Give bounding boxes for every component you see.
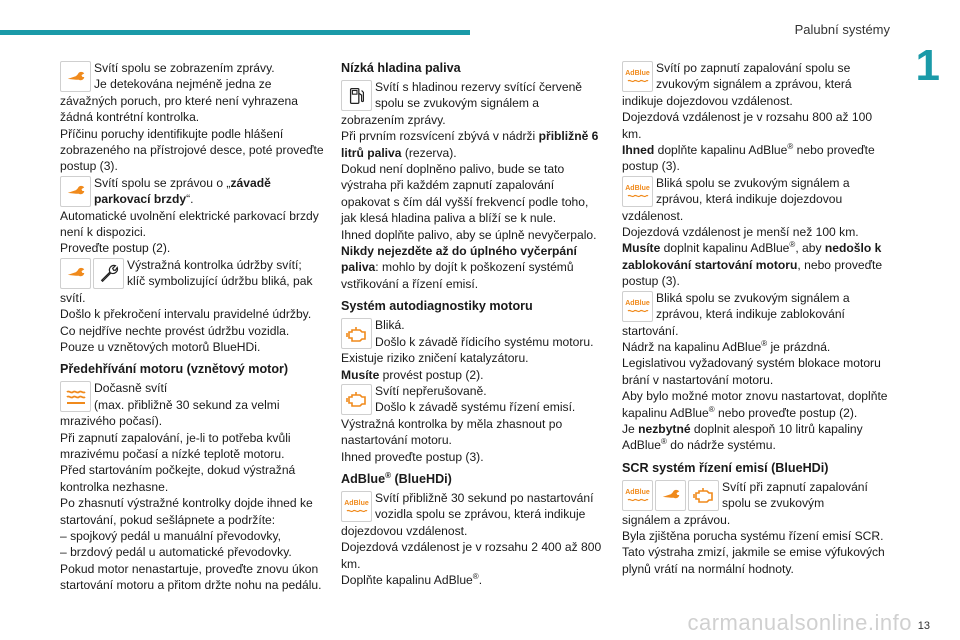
page-number: 13 — [917, 620, 930, 632]
text-line: zvukovým signálem a zprávou, která — [656, 77, 852, 92]
paragraph: signálem a zprávou. Byla zjištěna porucha systému řízení emisí SCR. Tato výstraha zmizí, jakmile se emise výfukových plynů vrátí na normální hodnoty. — [622, 512, 885, 576]
text-line: Bliká spolu se zvukovým signálem a — [656, 290, 850, 305]
text-run: doplnit alespoň 10 litrů kapaliny AdBlue — [622, 421, 863, 453]
paragraph: Existuje riziko zničení katalyzátoru. — [341, 351, 529, 366]
paragraph: Výstražná kontrolka by měla zhasnout po nastartování motoru. Ihned proveďte postup (3). — [341, 416, 563, 464]
paragraph: indikuje dojezdovou vzdálenost. Dojezdová vzdálenost je v rozsahu 800 až 100 km. — [622, 93, 873, 141]
fuel-pump-icon — [341, 80, 372, 111]
text-run: nebo proveďte postup (2). Je — [622, 405, 858, 436]
adblue-icon-label: AdBlue — [344, 499, 369, 507]
text-run: (rezerva). Dokud není doplněno palivo, bude se tato výstraha při každém zapnutí zapalování opakovat s čím dál vyšší frekvencí podle toho, jak klesá hladina paliva a blíží se k nule. Ihned doplňte palivo, aby se úplně nevyčerpalo. — [341, 145, 597, 242]
heading-adblue — [341, 471, 606, 487]
adblue-icon-label: AdBlue — [625, 184, 650, 192]
text-run: . — [478, 572, 483, 587]
text-line: Svítí s hladinou rezervy svítící červeně — [375, 80, 583, 94]
paragraph: Automatické uvolnění elektrické parkovací brzdy není k dispozici. Proveďte postup (2). — [60, 208, 319, 256]
wrench-icon — [655, 480, 686, 511]
entry-low-fuel — [341, 79, 606, 292]
text-line: Došlo k závadě systému řízení emisí. — [375, 400, 576, 415]
text-line: Svítí při zapnutí zapalování — [722, 479, 868, 494]
section-title: Palubní systémy — [794, 22, 890, 37]
bold-text: nezbytné — [638, 421, 691, 436]
adblue-icon-label: AdBlue — [625, 488, 650, 496]
registered-mark: ® — [761, 338, 768, 348]
registered-mark: ® — [385, 470, 391, 480]
text-line: Výstražná kontrolka údržby svítí; — [127, 257, 302, 272]
heading-scr: SCR systém řízení emisí (BlueHDi) — [622, 460, 829, 475]
text-line: Je detekována nejméně jedna ze — [94, 77, 272, 92]
glow-plug-icon — [60, 381, 91, 412]
text-run: Svítí spolu se zprávou o „ — [94, 175, 231, 190]
registered-mark: ® — [787, 142, 794, 151]
bold-text: závadě parkovací brzdy — [94, 175, 271, 207]
text-run: dojezdovou vzdálenost. Dojezdová vzdálenost je v rozsahu 2 400 až 800 km. Doplňte kapalinu AdBlue — [341, 523, 602, 587]
engine-icon — [341, 318, 372, 349]
adblue-icon-label: AdBlue — [625, 299, 650, 307]
text-line: (max. přibližně 30 sekund za velmi — [94, 397, 280, 412]
entry-general-fault — [60, 60, 325, 175]
entry-obd-flashing — [341, 317, 606, 383]
text-line: Svítí spolu se zobrazením zprávy. — [94, 61, 275, 75]
entry-adblue-800 — [622, 60, 892, 175]
paragraph — [341, 523, 606, 589]
text-run: doplnit kapalinu AdBlue — [660, 241, 790, 256]
text-line: Svítí přibližně 30 sekund po nastartování — [375, 490, 594, 505]
paragraph — [341, 112, 606, 292]
entry-service — [60, 257, 325, 355]
adblue-icon-label: AdBlue — [625, 70, 650, 77]
text-line: vozidla spolu se zprávou, která indikuje — [375, 507, 586, 522]
wrench-icon — [60, 61, 91, 92]
adblue-icon — [622, 61, 653, 92]
adblue-icon — [622, 291, 653, 322]
watermark: carmanualsonline.info — [687, 610, 912, 635]
text-line: Došlo k závadě řídicího systému motoru. — [375, 334, 594, 349]
service-wrench-icon — [93, 258, 124, 289]
text-run: nebo proveďte postup (3). — [622, 143, 875, 174]
text-run: doplňte kapalinu AdBlue — [654, 143, 788, 158]
paragraph: svítí. Došlo k překročení intervalu pravidelné údržby. Co nejdříve nechte provést údržbu vozidla. Pouze u vznětových motorů BlueHDi. — [60, 290, 312, 354]
entry-adblue-range — [341, 490, 606, 588]
text-run: do nádrže systému. — [666, 438, 776, 453]
adblue-icon — [622, 176, 653, 207]
bold-text: Musíte — [341, 367, 380, 382]
text-run: je prázdná. Legislativou vyžadovaný systém blokace motoru brání v nastartování motoru. Aby bylo možné motor znovu nastartovat, doplňte kapalinu AdBlue — [622, 339, 888, 420]
paragraph: mrazivého počasí). Při zapnutí zapalování, je-li to potřeba kvůli mrazivému počasí a nízké teplotě motoru. Před startováním počkejte, dokud výstražná kontrolka nezhasne. Po zhasnutí výstražné kontrolky dojde ihned ke startování, pokud sešlápnete a podržíte: – spojkový pedál u manuální převodovky, – brzdový pedál u automatické převodovky. Pokud motor nenastartuje, proveďte znovu úkon startování motoru a přitom držte nohu na pedálu. — [60, 414, 322, 593]
text-line: zprávou, která indikuje dojezdovou — [656, 192, 843, 207]
text-line: zprávou, která indikuje zablokování — [656, 307, 845, 322]
adblue-icon — [341, 491, 372, 522]
text-run: , aby — [795, 241, 825, 256]
adblue-icon — [622, 480, 653, 511]
text-line: klíč symbolizující údržbu bliká, pak — [127, 274, 313, 289]
registered-mark: ® — [708, 404, 715, 414]
entry-glow-plugs — [60, 380, 325, 593]
registered-mark: ® — [661, 437, 667, 447]
entry-obd-steady — [341, 383, 606, 465]
heading-low-fuel: Nízká hladina paliva — [341, 61, 461, 75]
text-line: Svítí po zapnutí zapalování spolu se — [656, 61, 851, 75]
text-line: Bliká. — [375, 318, 405, 333]
wrench-icon — [60, 176, 91, 207]
text-run: startování. Nádrž na kapalinu AdBlue — [622, 323, 762, 354]
text-line: Dočasně svítí — [94, 381, 168, 396]
heading-obd: Systém autodiagnostiky motoru — [341, 299, 533, 314]
entry-parking-brake — [60, 175, 325, 257]
bold-text: Musíte — [622, 241, 661, 256]
paragraph — [622, 240, 892, 289]
registered-mark: ® — [472, 571, 479, 581]
text-run: , nebo proveďte postup (3). — [622, 257, 883, 289]
paragraph: vzdálenost. Dojezdová vzdálenost je menší než 100 km. — [622, 208, 859, 240]
header-accent-bar — [0, 30, 470, 35]
paragraph — [622, 142, 892, 175]
wrench-icon — [60, 258, 91, 289]
text-run: zobrazením zprávy. Při prvním rozsvícení zbývá v nádrži — [341, 112, 536, 144]
paragraph — [341, 367, 606, 383]
entry-adblue-empty — [622, 290, 892, 454]
paragraph — [622, 323, 892, 454]
column-3 — [622, 60, 892, 577]
text-run: AdBlue — [341, 471, 386, 486]
bold-text: Ihned — [622, 143, 655, 158]
paragraph: závažných poruch, pro které není vyhrazena žádná kontrétní kontrolka. Příčinu poruchy identifikujte podle hlášení zobrazeného na přístrojové desce, poté proveďte postup (3). — [60, 93, 324, 174]
column-1 — [60, 60, 325, 594]
bold-text: nedošlo k zablokování startování motoru — [622, 241, 882, 272]
text-line: Svítí nepřerušovaně. — [375, 383, 487, 398]
entry-adblue-100 — [622, 175, 892, 290]
column-2 — [341, 60, 606, 588]
entry-scr — [622, 479, 892, 577]
engine-icon — [688, 480, 719, 511]
text-line: spolu se zvukovým signálem a — [375, 96, 540, 111]
engine-icon — [341, 384, 372, 415]
text-run: : mohlo by dojít k poškození systémů vstřikování a řízení emisí. — [341, 260, 574, 291]
paragraph — [94, 175, 325, 208]
text-run: (BlueHDi) — [390, 471, 452, 486]
bold-text: Nikdy nejezděte až do úplného vyčerpání paliva — [341, 244, 577, 275]
bold-text: přibližně 6 litrů paliva — [341, 129, 599, 160]
chapter-number: 1 — [915, 41, 940, 90]
text-run: provést postup (2). — [379, 367, 484, 382]
text-line: spolu se zvukovým — [722, 496, 825, 511]
text-line: Bliká spolu se zvukovým signálem a — [656, 175, 850, 190]
heading-glow-plugs: Předehřívání motoru (vznětový motor) — [60, 362, 289, 377]
registered-mark: ® — [789, 240, 796, 250]
text-run: “. — [186, 192, 194, 207]
